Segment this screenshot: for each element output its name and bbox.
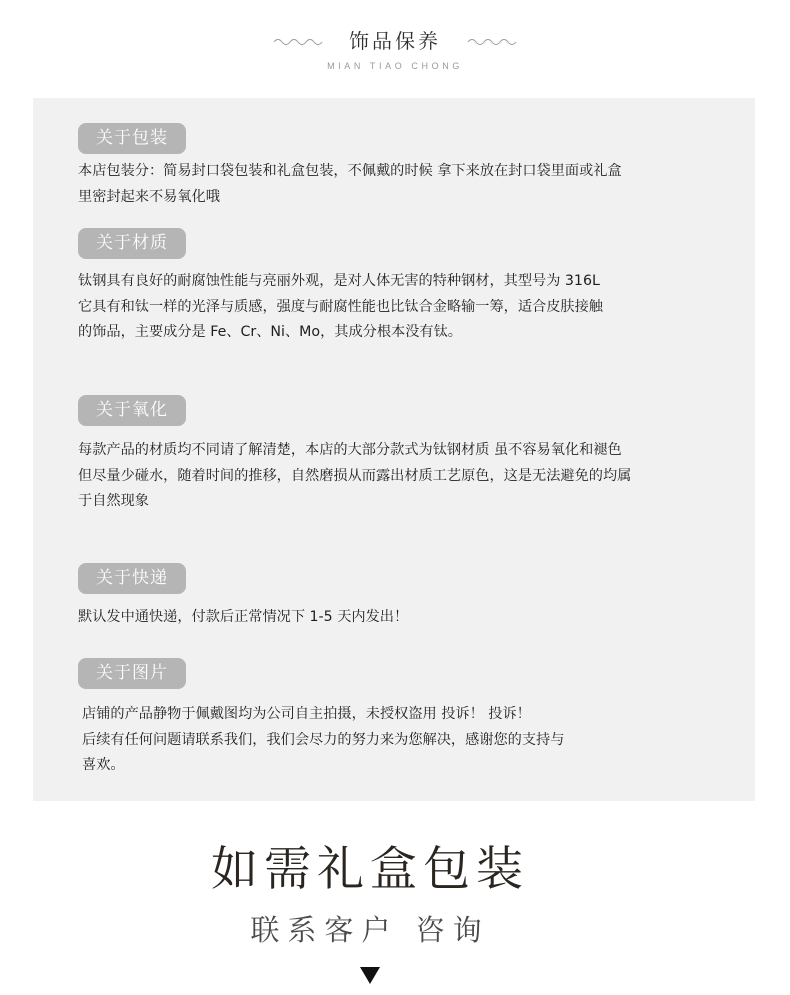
wave-right-icon: [467, 35, 517, 47]
section-text-images: [82, 702, 742, 779]
text-line: 本店包装分：简易封口袋包装和礼盒包装，不佩戴的时候 拿下来放在封口袋里面或礼盒: [78, 163, 622, 179]
section-text-material: [78, 269, 738, 346]
text-line: 的饰品，主要成分是 Fe、Cr、Ni、Mo，其成分根本没有钛。: [78, 324, 462, 340]
text-line: 它具有和钛一样的光泽与质感，强度与耐腐性能也比钛合金略输一筹，适合皮肤接触: [78, 298, 603, 315]
text-line: 店铺的产品静物于佩戴图均为公司自主拍摄，未授权盗用 投诉！ 投诉！: [82, 706, 531, 722]
gift-box-heading: 如需礼盒包装: [211, 842, 529, 897]
section-label-packaging: 关于包装: [78, 123, 186, 154]
contact-service-text: 联系客户 咨询: [250, 913, 490, 947]
section-label-images: 关于图片: [78, 658, 186, 689]
text-line: 后续有任何问题请联系我们，我们会尽力的努力来为您解决，感谢您的支持与: [82, 731, 565, 748]
section-text-oxidation: [78, 438, 738, 515]
page-title: 饰品保养: [349, 29, 441, 53]
wave-left-icon: [273, 35, 323, 47]
section-label-material: 关于材质: [78, 228, 186, 259]
care-info-panel: [33, 98, 755, 801]
header-title-row: [0, 26, 790, 56]
page-header: [0, 0, 790, 98]
text-line: 喜欢。: [82, 757, 125, 773]
section-text-shipping: [78, 605, 738, 631]
section-text-packaging: [78, 159, 738, 210]
text-line: 于自然现象: [78, 493, 149, 509]
text-line: 但尽量少碰水，随着时间的推移，自然磨损从而露出材质工艺原色，这是无法避免的均属: [78, 467, 632, 484]
text-line: 钛钢具有良好的耐腐蚀性能与亮丽外观，是对人体无害的特种钢材，其型号为 316L: [78, 273, 600, 289]
text-line: 里密封起来不易氧化哦: [78, 188, 220, 205]
page-subtitle: MIAN TIAO CHONG: [327, 61, 463, 71]
text-line: 默认发中通快递，付款后正常情况下 1-5 天内发出！: [78, 609, 409, 625]
text-line: 每款产品的材质均不同请了解清楚，本店的大部分款式为钛钢材质 虽不容易氧化和褪色: [78, 442, 622, 458]
section-label-shipping: 关于快递: [78, 563, 186, 594]
down-arrow-icon: [360, 967, 380, 984]
section-label-oxidation: 关于氧化: [78, 395, 186, 426]
